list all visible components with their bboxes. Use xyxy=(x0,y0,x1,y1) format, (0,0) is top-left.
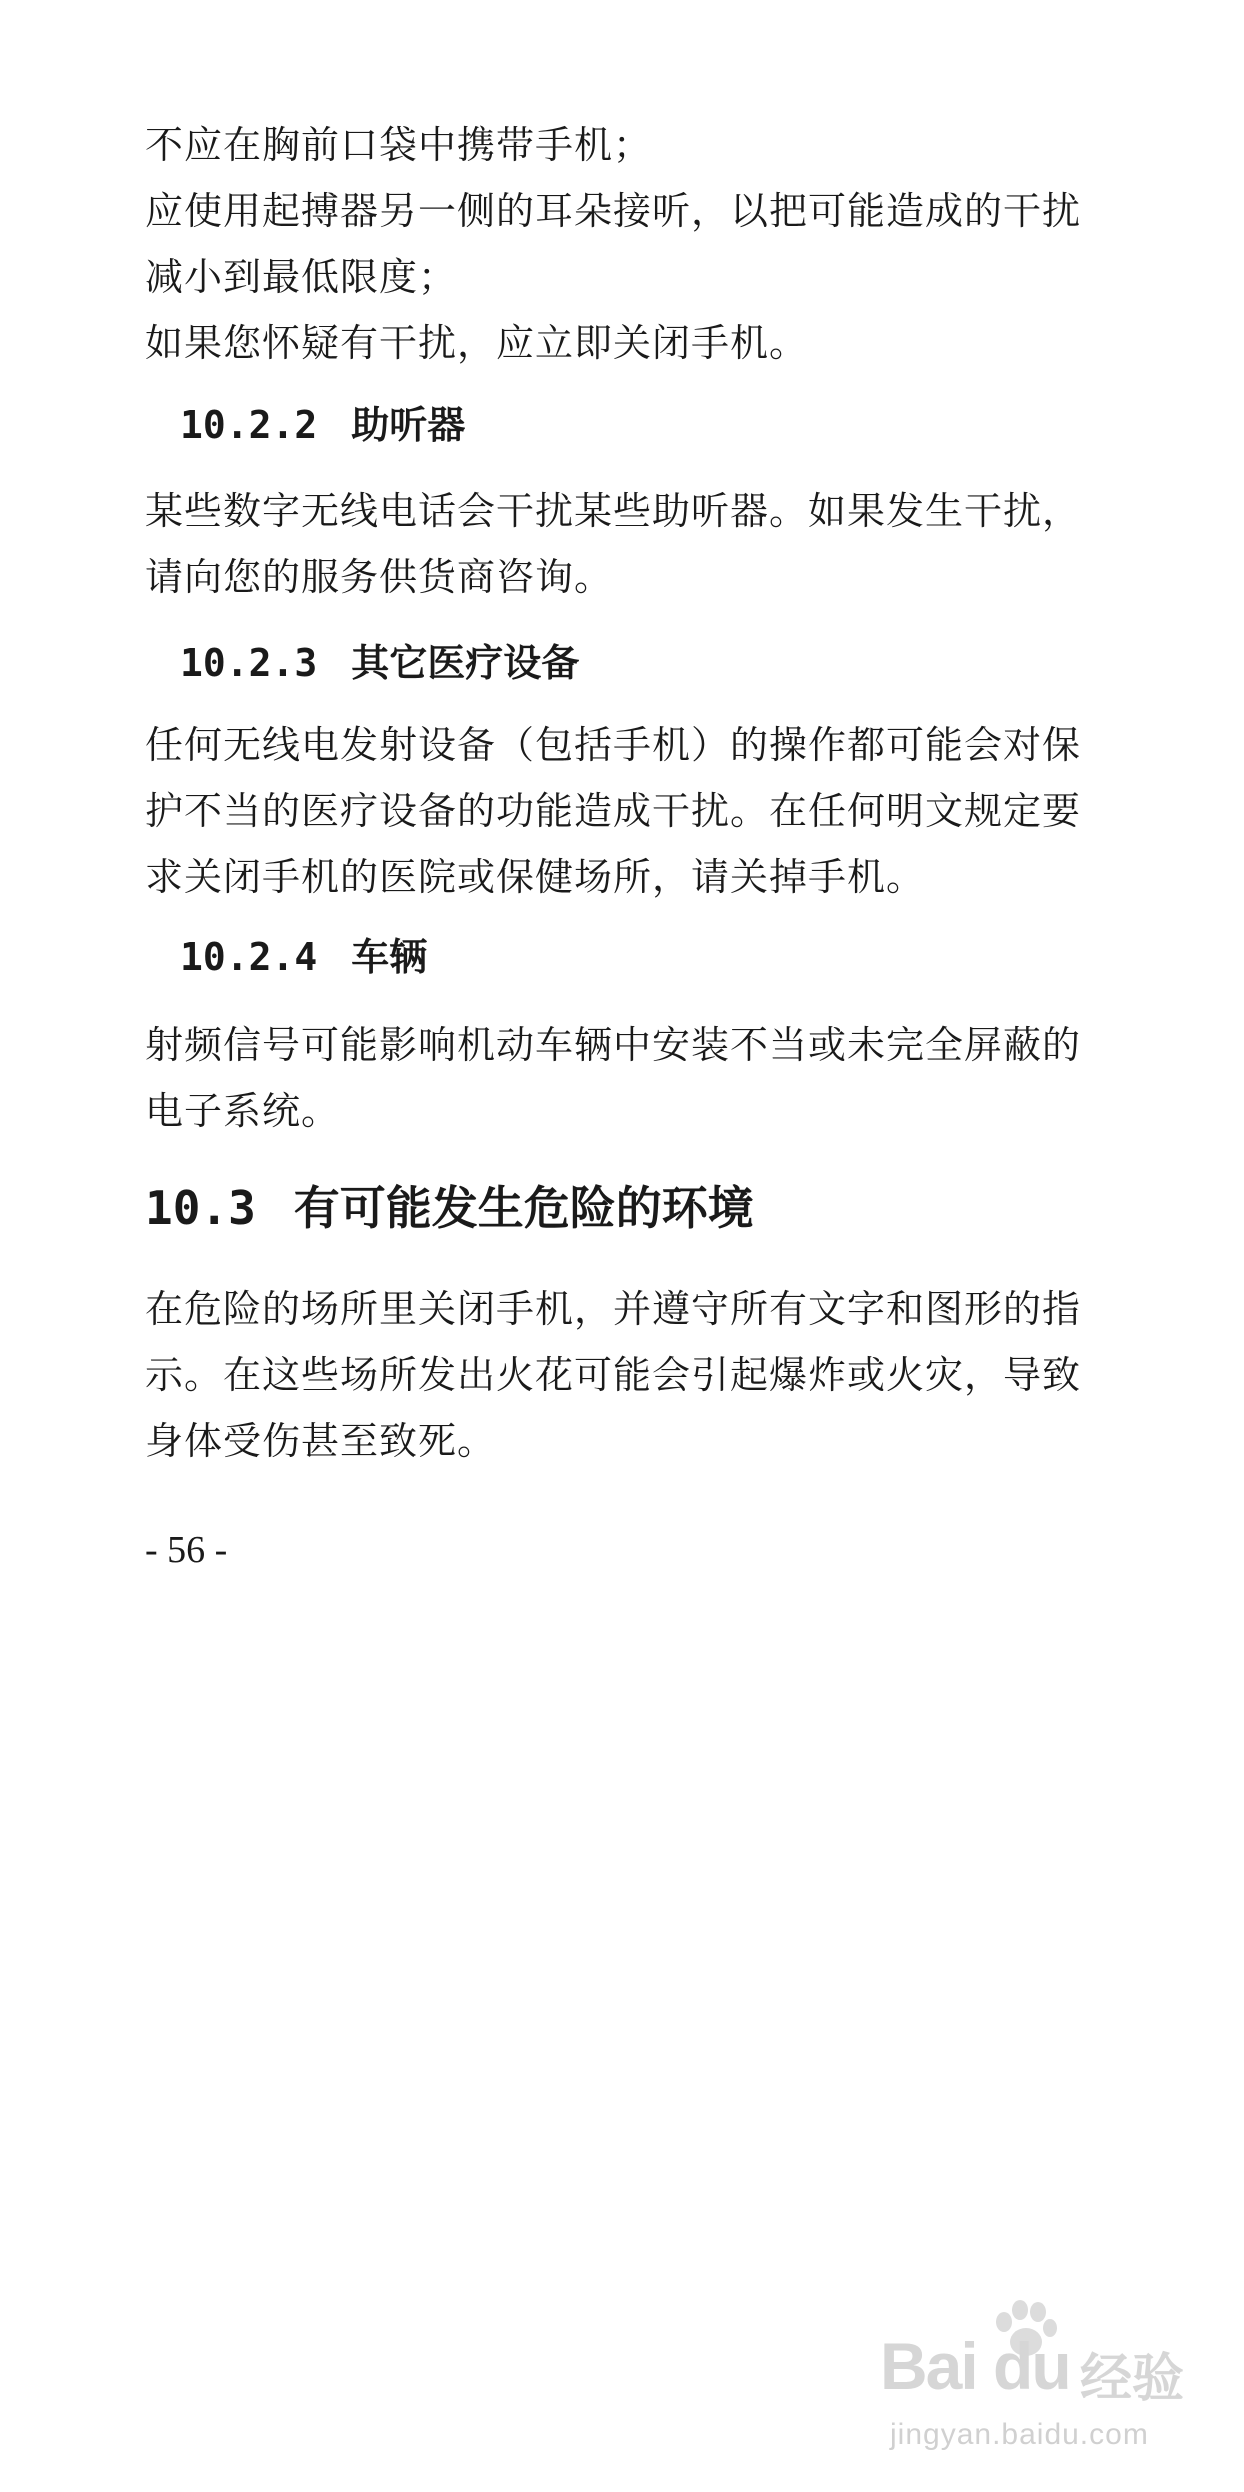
page-number: - 56 - xyxy=(145,1529,228,1571)
section-number: 10.2.4 xyxy=(180,935,318,979)
section-number: 10.2.3 xyxy=(180,641,318,685)
section-title: 有可能发生危险的环境 xyxy=(293,1181,754,1235)
paragraph-vehicles: 射频信号可能影响机动车辆中安装不当或未完全屏蔽的电子系统。 xyxy=(145,1023,1082,1133)
section-number: 10.3 xyxy=(145,1181,256,1235)
section-heading-hazardous-env xyxy=(145,1178,754,1238)
section-heading-hearing-aids xyxy=(180,400,465,450)
paragraph-hearing-aids: 某些数字无线电话会干扰某些助听器。如果发生干扰，请向您的服务供货商咨询。 xyxy=(145,489,1082,599)
section-heading-vehicles xyxy=(180,932,427,982)
paragraph-other-medical: 任何无线电发射设备（包括手机）的操作都可能会对保护不当的医疗设备的功能造成干扰。在任何明文规定要求关闭手机的医院或保健场所，请关掉手机。 xyxy=(145,723,1082,899)
paragraph-pacemaker-ear: 应使用起搏器另一侧的耳朵接听，以把可能造成的干扰减小到最低限度； xyxy=(145,189,1082,299)
section-title: 车辆 xyxy=(351,935,428,979)
baidu-jingyan-watermark xyxy=(880,2300,1210,2470)
section-heading-other-medical xyxy=(180,638,579,688)
paragraph-pacemaker-interference: 如果您怀疑有干扰，应立即关闭手机。 xyxy=(145,321,809,365)
paragraph-hazardous-env: 在危险的场所里关闭手机，并遵守所有文字和图形的指示。在这些场所发出火花可能会引起爆炸或火灾，导致身体受伤甚至致死。 xyxy=(145,1287,1082,1463)
section-title: 其它医疗设备 xyxy=(351,641,580,685)
watermark-logo-text: Bai du xyxy=(880,2329,1070,2403)
section-number: 10.2.2 xyxy=(180,403,318,447)
paragraph-pacemaker-pocket: 不应在胸前口袋中携带手机； xyxy=(145,123,653,167)
section-title: 助听器 xyxy=(351,403,466,447)
watermark-cn-text: 经验 xyxy=(1080,2349,1185,2409)
watermark-url: jingyan.baidu.com xyxy=(890,2418,1149,2451)
